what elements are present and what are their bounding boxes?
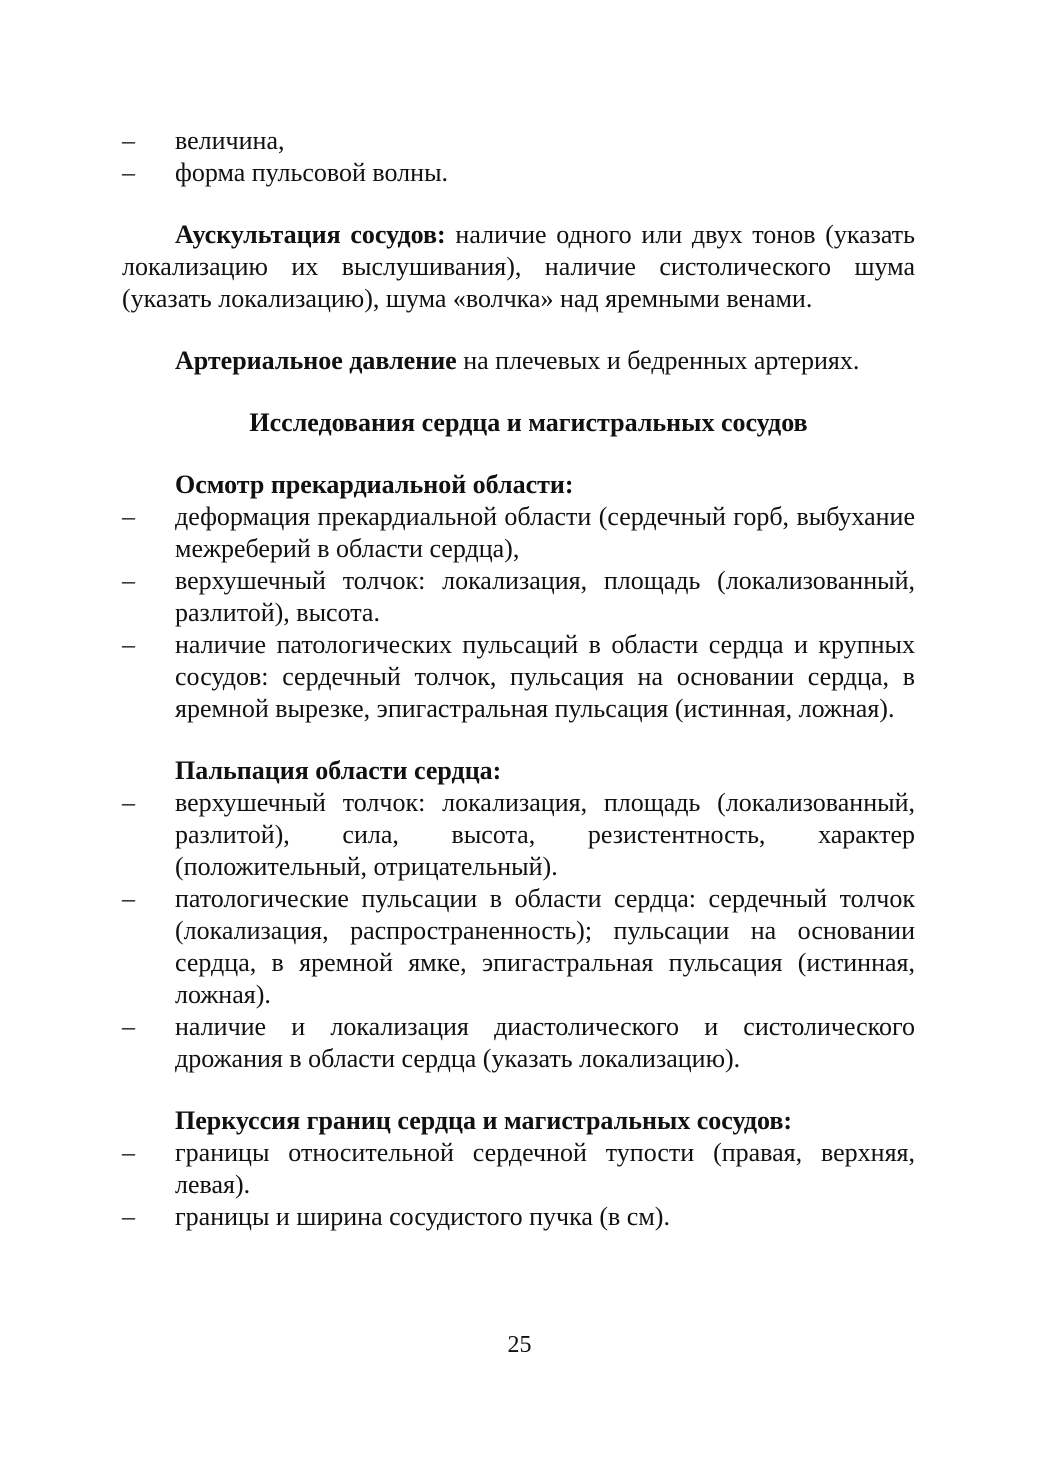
list-item: – границы и ширина сосудистого пучка (в см). — [122, 1202, 670, 1231]
percussion-heading: Перкуссия границ сердца и магистральных сосудов: — [175, 1106, 793, 1135]
list-dash: – — [122, 1138, 135, 1167]
list-item: – величина, — [122, 126, 285, 155]
list-dash: – — [122, 566, 135, 595]
list-item: – наличие патологических пульсаций в области сердца и крупных сосудов: сердечный толчок, пульсация на основании сердца, в яремной вырезке, эпигастральная пульсация (истинная, ложная). — [122, 630, 915, 723]
pressure-label: Артериальное давление — [175, 346, 457, 375]
list-dash: – — [122, 126, 135, 155]
document-page — [122, 125, 915, 1233]
list-dash: – — [122, 630, 135, 659]
auscultation-paragraph: Аускультация сосудов: наличие одного или двух тонов (указать локализацию их выслушивания), наличие систолического шума (указать локализацию), шума «волчка» над яремными венами. — [122, 220, 916, 313]
list-item: – патологические пульсации в области сердца: сердечный толчок (локализация, распространенность); пульсации на основании сердца, в яремной ямке, эпигастральная пульсация (истинная, ложная). — [122, 884, 915, 1009]
pressure-paragraph: Артериальное давление на плечевых и бедренных артериях. — [175, 346, 860, 375]
list-dash: – — [122, 884, 135, 913]
inspection-heading: Осмотр прекардиальной области: — [175, 470, 574, 499]
list-dash: – — [122, 788, 135, 817]
list-dash: – — [122, 1012, 135, 1041]
pulse-properties-list — [122, 125, 915, 189]
palpation-heading: Пальпация области сердца: — [175, 756, 502, 785]
palpation-list — [122, 787, 915, 1075]
percussion-list — [122, 1137, 915, 1233]
inspection-list — [122, 501, 915, 725]
list-item: – форма пульсовой волны. — [122, 158, 449, 187]
list-dash: – — [122, 502, 135, 531]
page-number: 25 — [507, 1332, 532, 1358]
section-title: Исследования сердца и магистральных сосудов — [249, 408, 808, 437]
list-item: – верхушечный толчок: локализация, площадь (локализованный, разлитой), сила, высота, резистентность, характер (положительный, отрицательный). — [122, 788, 915, 881]
list-dash: – — [122, 1202, 135, 1231]
list-item: – деформация прекардиальной области (сердечный горб, выбухание межреберий в области сердца), — [122, 502, 915, 563]
list-dash: – — [122, 158, 135, 187]
auscultation-label: Аускультация сосудов: — [175, 220, 446, 249]
list-item: – наличие и локализация диастолического и систолического дрожания в области сердца (указать локализацию). — [122, 1012, 915, 1073]
list-item: – границы относительной сердечной тупости (правая, верхняя, левая). — [122, 1138, 915, 1199]
list-item: – верхушечный толчок: локализация, площадь (локализованный, разлитой), высота. — [122, 566, 915, 627]
